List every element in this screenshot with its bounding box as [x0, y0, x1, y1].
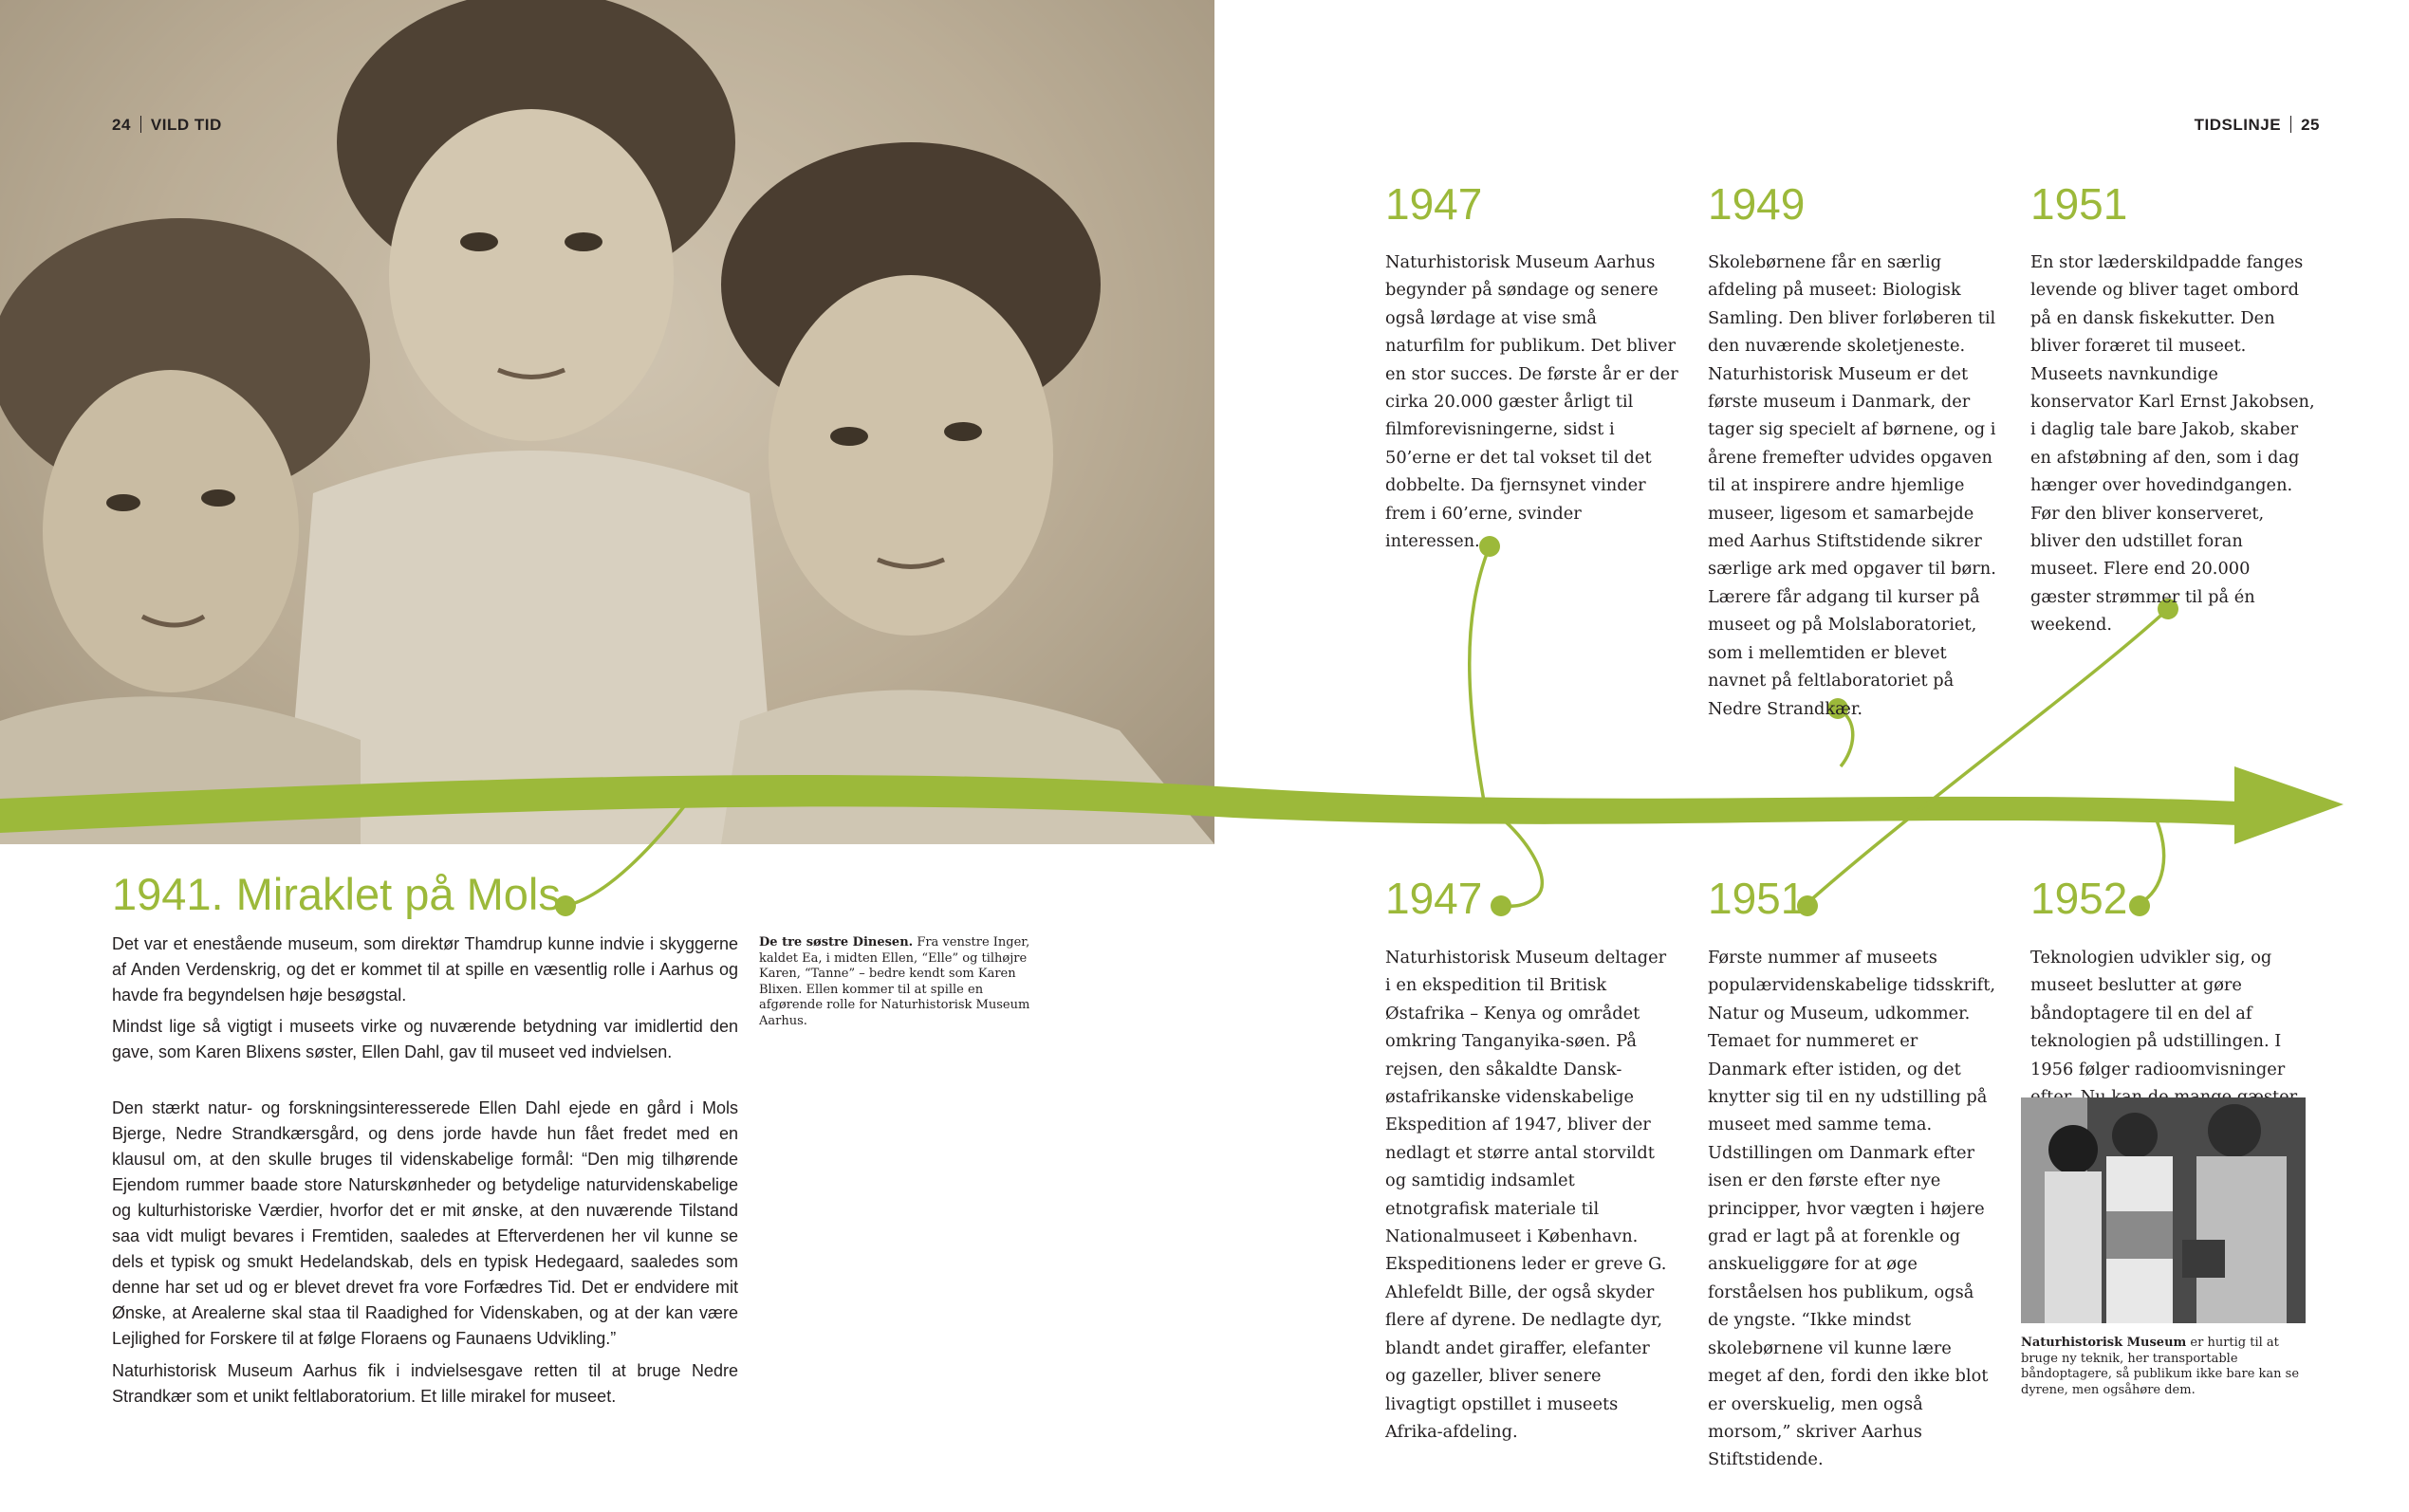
article-paragraph-3: Den stærkt natur- og forskningsinteresserede Ellen Dahl ejede en gård i Mols Bjerge, Nedre Strandkærsgård, og dens jorde havde hun fået fredet med en klausul om, at den skulle bruges til videnskabelige formål: “Den mig tilhørende Ejendom rummer baade store Naturskønheder og betydelige naturvidenskabelige og kulturhistoriske Værdier, hvorfor det er mit ønske, at den nuværende Tilstand saa vidt muligt bevares i Fremtiden, saaledes at Efterverdenen her vil kunne se dels et typisk og smukt Hedelandskab, dels en typisk Hedegaard, saaledes som denne har set ud og er blevet drevet fra vore Forfædres Tid. Det er endvidere mit Ønske, at Arealerne skal staa til Raadighed for Videnskaben, og at der kan være Lejlighed for Forskere til at følge Floraens og Faunaens Udvikling.” [112, 1098, 738, 1348]
timeline-arrow-head [2234, 766, 2344, 844]
connector-1952 [2140, 814, 2164, 903]
timeline-year-1947-top: 1947 [1385, 179, 1483, 229]
article-paragraph-1: Det var et enestående museum, som direktør Thamdrup kunne indvie i skyggerne af Anden Verdenskrig, og det er kommet til at spille en væsentlig rolle i Aarhus og havde fra begyndelsen høje besøgstal. [112, 934, 738, 1005]
tape-recorder-photo-illustration [2021, 1097, 2306, 1323]
photo-caption-title: De tre søstre Dinesen. [759, 935, 914, 950]
timeline-year-1951-bottom: 1951 [1708, 874, 1806, 923]
article-paragraph-4: Naturhistorisk Museum Aarhus fik i indvielsesgave retten til at bruge Nedre Strandkær som et unikt feltlaboratorium. Et lille mirakel for museet. [112, 1361, 738, 1406]
article-heading: 1941. Miraklet på Mols [112, 869, 561, 919]
page-number-left: 24 [112, 116, 131, 134]
timeline-entry-1949: Skolebørnene får en særlig afdeling på museet: Biologisk Samling. Den bliver forløberen til den nuværende skoletjeneste. Naturhistorisk Museum er det første museum i Danmark, der tager sig specielt af børnene, og i årene fremefter udvides opgaven til at inspirere andre hjemlige museer, ligesom et samarbejde med Aarhus Stiftstidende sikrer særlige ark med opgaver til børn. Lærere får adgang til kurser på museet og på Molslaboratoriet, som i mellemtiden er blevet navnet på feltlaboratoriet på Nedre Strandkær. [1708, 252, 1996, 719]
timeline-entry-1951-bottom: Første nummer af museets populærvidenskabelige tidsskrift, Natur og Museum, udkommer. Temaet for nummeret er Danmark efter istiden, og det knytter sig til en ny udstilling på museet med samme tema. Udstillingen om Danmark efter isen er den første efter nye principper, hvor vægten i højere grad er lagt på at forenkle og anskueliggøre for at øge forståelsen hos publikum, også de yngste. “Ikke mindst skolebørnene vil kunne lære meget af den, fordi den ikke blot er overskuelig, men også morsom,” skriver Aarhus Stiftstidende. [1708, 948, 1996, 1470]
tape-recorder-photo [2021, 1097, 2306, 1323]
photo-caption [759, 935, 1034, 1029]
timeline-entry-1947-bottom: Naturhistorisk Museum deltager i en ekspedition til Britisk Østafrika – Kenya og området omkring Tanganyika-søen. På rejsen, den såkaldte Dansk-østafrikanske videnskabelige Ekspedition af 1947, bliver der nedlagt et større antal storvildt og samtidig indsamlet etnotgrafisk materiale til Nationalmuseet i København. Ekspeditionens leder er greve G. Ahlefeldt Bille, der også skyder flere af dyrene. De nedlagte dyr, blandt andet giraffer, elefanter og gazeller, bliver senere livagtigt opstillet i museets Afrika-afdeling. [1385, 948, 1667, 1442]
timeline-year-1951-top: 1951 [2030, 179, 2128, 229]
page-number-right: 25 [2301, 116, 2320, 134]
timeline-entry-1951-top: En stor læderskildpadde fanges levende og bliver taget ombord på en dansk fiskekutter. Den bliver foræret til museet. Museets navnkundige konservator Karl Ernst Jakobsen, i daglig tale bare Jakob, skaber en afstøbning af den, som i dag hænger over hovedindgangen. Før den bliver konserveret, bliver den udstillet foran museet. Flere end 20.000 gæster strømmer til på én weekend. [2030, 252, 2315, 636]
bw-photo-caption [2021, 1336, 2306, 1398]
timeline-entry-1947-top: Naturhistorisk Museum Aarhus begynder på søndage og senere også lørdage at vise små naturfilm for publikum. Det bliver en stor succes. De første år er der cirka 20.000 gæster årligt til filmforevisningerne, sidst i 50’erne er det tal vokset til det dobbelte. Da fjernsynet vinder frem i 60’erne, svinder interessen. [1385, 252, 1678, 552]
timeline-year-1949: 1949 [1708, 179, 1806, 229]
connector-1947-top [1470, 546, 1490, 806]
section-title-right: TIDSLINJE [2194, 116, 2282, 134]
bw-photo-caption-title: Naturhistorisk Museum [2021, 1336, 2187, 1350]
timeline-dot-1952 [2129, 895, 2150, 916]
timeline-year-1952: 1952 [2030, 874, 2128, 923]
connector-1941 [565, 802, 688, 906]
article-paragraph-2: Mindst lige så vigtigt i museets virke og nuværende betydning var imidlertid den gave, som Karen Blixens søster, Ellen Dahl, gav til museet ved indvielsen. [112, 1017, 738, 1061]
timeline-dot-1947-bottom [1491, 895, 1511, 916]
photo-caption-text: Fra venstre Inger, kaldet Ea, i midten Ellen, “Elle” og tilhøjre Karen, “Tanne” – bedre kendt som Karen Blixen. Ellen kommer til at spille en afgørende rolle for Naturhistorisk Museum Aarhus. [759, 935, 1030, 1028]
bw-photo-caption-text: er hurtig til at bruge ny teknik, her transportable båndoptagere, så publikum ikke bare kan se dyrene, men ogsåhøre dem. [2021, 1336, 2300, 1397]
timeline-year-1947-bottom: 1947 [1385, 874, 1483, 923]
section-title-left: VILD TID [150, 116, 222, 134]
timeline-entry-1952: Teknologien udvikler sig, og museet beslutter at gøre båndoptagere til en del af teknologien på udstillingen. I 1956 følger radioomvisninger [2030, 948, 2286, 1079]
